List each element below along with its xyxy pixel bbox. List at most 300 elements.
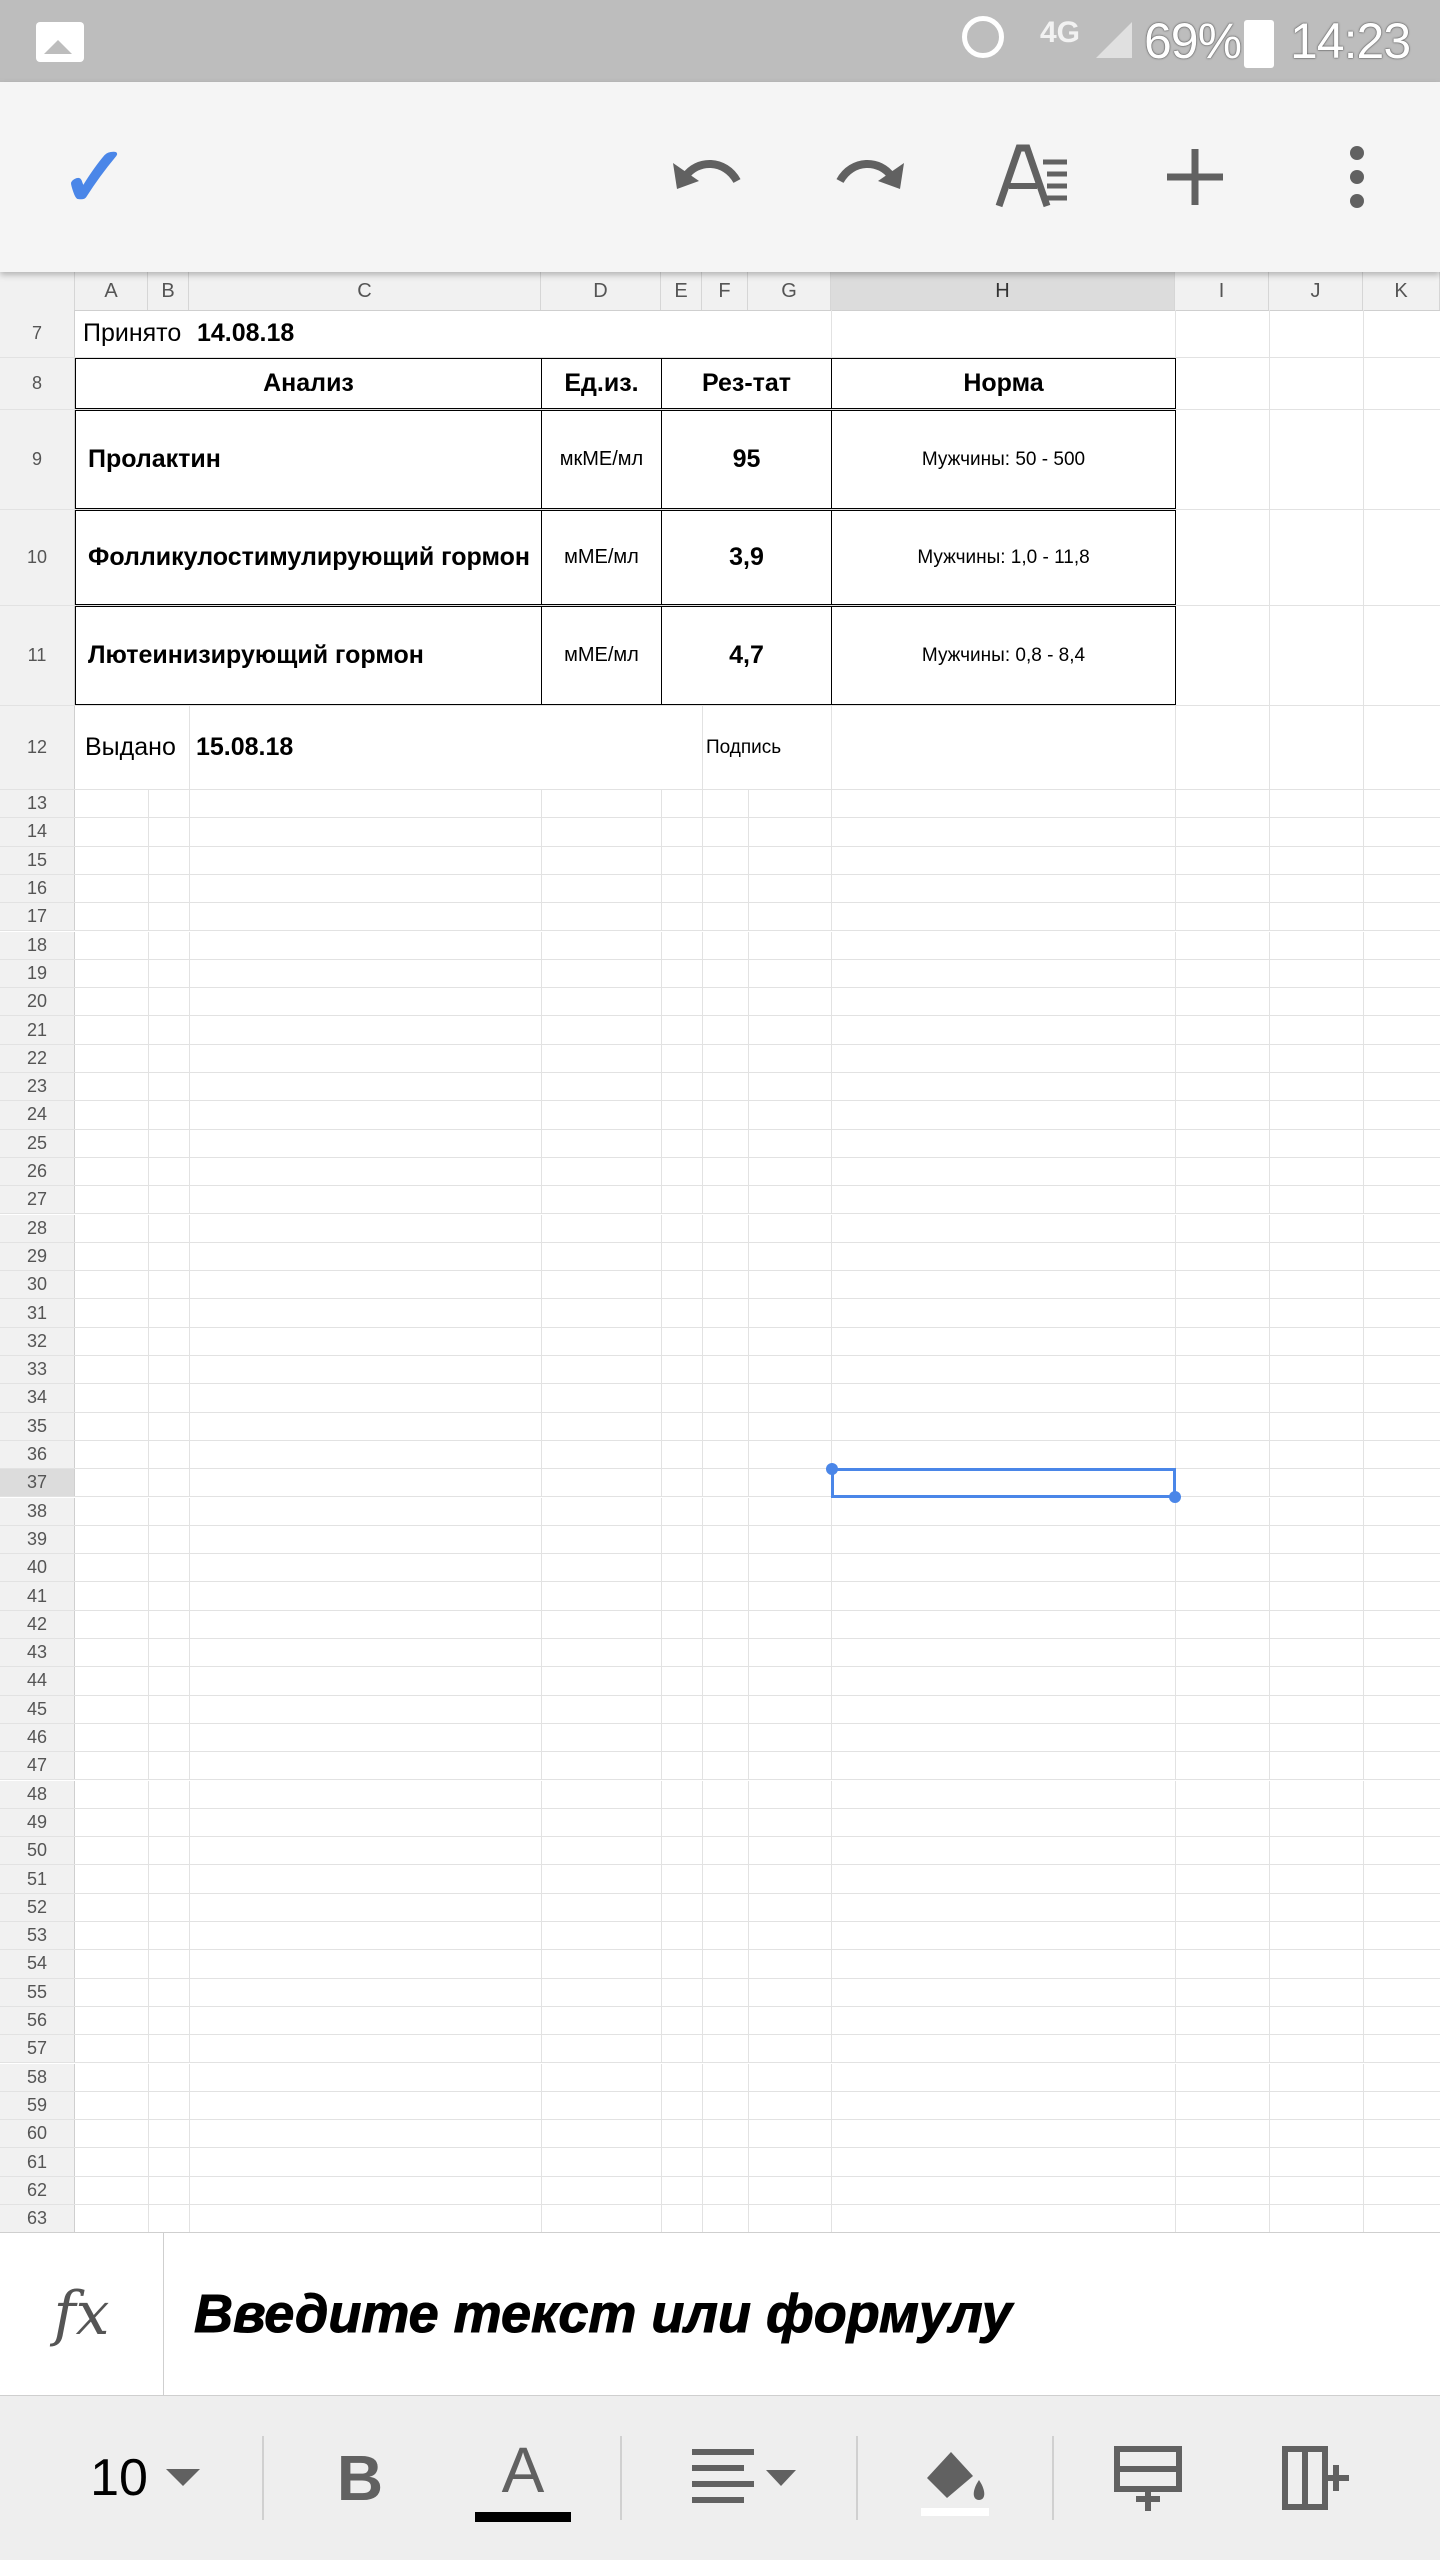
grid-line xyxy=(541,1158,542,1186)
grid-line xyxy=(748,1950,749,1978)
table-row xyxy=(0,1045,1440,1073)
text-format-icon[interactable] xyxy=(978,122,1088,232)
grid-line xyxy=(1363,790,1364,818)
table-row xyxy=(0,1809,1440,1837)
grid-line xyxy=(831,1384,832,1412)
grid-line xyxy=(748,1639,749,1667)
grid-line xyxy=(1269,1922,1270,1950)
table-row xyxy=(0,1469,1440,1497)
row-header[interactable]: 36 xyxy=(0,1441,75,1468)
grid-line xyxy=(541,1554,542,1582)
grid-line xyxy=(1363,1837,1364,1865)
column-header-h[interactable]: H xyxy=(831,272,1175,310)
row-header[interactable]: 45 xyxy=(0,1696,75,1723)
row-header[interactable]: 32 xyxy=(0,1328,75,1355)
test-result[interactable]: 3,9 xyxy=(661,510,832,605)
grid-line xyxy=(831,1724,832,1752)
grid-line xyxy=(661,790,662,818)
row-header[interactable]: 26 xyxy=(0,1158,75,1185)
row-header[interactable]: 28 xyxy=(0,1215,75,1242)
grid-line xyxy=(148,1498,149,1526)
row-header[interactable]: 35 xyxy=(0,1413,75,1440)
signature-label[interactable]: Подпись xyxy=(706,736,782,758)
grid-line xyxy=(1269,1724,1270,1752)
row-header[interactable]: 42 xyxy=(0,1611,75,1638)
text-color-button[interactable] xyxy=(475,2428,571,2528)
grid-line xyxy=(702,1979,703,2007)
grid-line xyxy=(702,1639,703,1667)
test-result[interactable]: 95 xyxy=(661,410,832,509)
grid-line xyxy=(1363,2148,1364,2176)
row-header[interactable]: 43 xyxy=(0,1639,75,1666)
grid-line xyxy=(541,790,542,818)
table-row xyxy=(0,1582,1440,1610)
grid-line xyxy=(661,1271,662,1299)
grid-line xyxy=(1363,1384,1364,1412)
grid-line xyxy=(831,2148,832,2176)
grid-line xyxy=(541,1441,542,1469)
table-row xyxy=(0,1781,1440,1809)
grid-line xyxy=(661,1215,662,1243)
grid-line xyxy=(1269,818,1270,846)
received-date[interactable]: 14.08.18 xyxy=(197,319,295,347)
grid-line xyxy=(1175,1413,1176,1441)
grid-line xyxy=(541,2205,542,2232)
grid-line xyxy=(1363,1130,1364,1158)
grid-line xyxy=(1175,1356,1176,1384)
grid-line xyxy=(189,1582,190,1610)
received-label[interactable]: Принято xyxy=(83,319,182,347)
row-header[interactable]: 51 xyxy=(0,1865,75,1892)
row-header[interactable]: 18 xyxy=(0,932,75,959)
row-header[interactable]: 12 xyxy=(0,706,75,789)
grid-line xyxy=(661,2177,662,2205)
row-header[interactable]: 23 xyxy=(0,1073,75,1100)
grid-line xyxy=(702,1328,703,1356)
grid-line xyxy=(189,2092,190,2120)
grid-line xyxy=(1269,1243,1270,1271)
grid-line xyxy=(148,1271,149,1299)
grid-line xyxy=(1363,1639,1364,1667)
grid-line xyxy=(748,1384,749,1412)
grid-line xyxy=(148,818,149,846)
add-icon[interactable] xyxy=(1140,122,1250,232)
table-row xyxy=(0,1073,1440,1101)
grid-line xyxy=(541,1667,542,1695)
grid-line xyxy=(189,2035,190,2063)
format-bar xyxy=(0,2396,1440,2560)
table-row xyxy=(0,1130,1440,1158)
table-row xyxy=(0,1299,1440,1327)
test-name[interactable]: Пролактин xyxy=(75,410,542,509)
grid-line xyxy=(831,960,832,988)
grid-line xyxy=(1269,1441,1270,1469)
row-header[interactable]: 40 xyxy=(0,1554,75,1581)
undo-icon[interactable] xyxy=(652,122,762,232)
grid-line xyxy=(148,1724,149,1752)
grid-line xyxy=(1363,2092,1364,2120)
table-row xyxy=(0,606,1440,706)
row-header[interactable]: 47 xyxy=(0,1752,75,1779)
grid-line xyxy=(1363,1865,1364,1893)
grid-line xyxy=(702,1271,703,1299)
grid-line xyxy=(702,1667,703,1695)
grid-line xyxy=(702,960,703,988)
row-header[interactable]: 22 xyxy=(0,1045,75,1072)
row-header[interactable]: 50 xyxy=(0,1837,75,1864)
grid-line xyxy=(541,2148,542,2176)
grid-line xyxy=(1363,1979,1364,2007)
grid-line xyxy=(148,1384,149,1412)
grid-line xyxy=(189,1950,190,1978)
header-result[interactable]: Рез-тат xyxy=(661,358,832,409)
grid-line xyxy=(702,903,703,931)
row-header[interactable]: 34 xyxy=(0,1384,75,1411)
grid-line xyxy=(748,2177,749,2205)
insert-column-icon[interactable] xyxy=(1274,2428,1358,2528)
grid-line xyxy=(541,1186,542,1214)
row-header[interactable]: 57 xyxy=(0,2035,75,2062)
grid-line xyxy=(831,1837,832,1865)
row-header[interactable]: 31 xyxy=(0,1299,75,1326)
grid-line xyxy=(661,2064,662,2092)
test-norm[interactable]: Мужчины: 50 - 500 xyxy=(831,410,1176,509)
grid-line xyxy=(148,1922,149,1950)
grid-line xyxy=(831,1016,832,1044)
row-header[interactable]: 55 xyxy=(0,1979,75,2006)
grid-line xyxy=(148,1215,149,1243)
grid-line xyxy=(1363,2035,1364,2063)
grid-line xyxy=(541,1724,542,1752)
row-header[interactable]: 17 xyxy=(0,903,75,930)
grid-line xyxy=(541,2092,542,2120)
grid-line xyxy=(1363,2177,1364,2205)
grid-line xyxy=(661,1469,662,1497)
grid-line xyxy=(148,1894,149,1922)
battery-icon xyxy=(1244,20,1274,68)
grid-line xyxy=(1175,1328,1176,1356)
grid-line xyxy=(541,1894,542,1922)
grid-line xyxy=(831,932,832,960)
row-header[interactable]: 54 xyxy=(0,1950,75,1977)
test-name[interactable]: Лютеинизирующий гормон xyxy=(75,606,542,705)
grid-line xyxy=(748,1554,749,1582)
test-norm[interactable]: Мужчины: 1,0 - 11,8 xyxy=(831,510,1176,605)
grid-line xyxy=(661,1158,662,1186)
row-header[interactable]: 10 xyxy=(0,510,75,605)
grid-line xyxy=(189,1384,190,1412)
row-header[interactable]: 37 xyxy=(0,1469,75,1496)
row-header[interactable]: 49 xyxy=(0,1809,75,1836)
formula-input[interactable]: Введите текст или формулу xyxy=(194,2284,1012,2344)
row-header[interactable]: 27 xyxy=(0,1186,75,1213)
test-name[interactable]: Фолликулостимулирующий гормон xyxy=(75,510,542,605)
grid-line xyxy=(1363,903,1364,931)
grid-line xyxy=(748,847,749,875)
column-header-g[interactable]: G xyxy=(748,272,831,310)
row-header[interactable]: 16 xyxy=(0,875,75,902)
grid-line xyxy=(661,1781,662,1809)
grid-line xyxy=(148,847,149,875)
row-header[interactable]: 44 xyxy=(0,1667,75,1694)
grid-line xyxy=(702,1384,703,1412)
grid-line xyxy=(189,790,190,818)
grid-line xyxy=(831,1498,832,1526)
grid-line xyxy=(1269,706,1270,790)
grid-line xyxy=(541,903,542,931)
grid-line xyxy=(661,2148,662,2176)
grid-line xyxy=(831,1101,832,1129)
grid-line xyxy=(1269,2035,1270,2063)
table-row xyxy=(0,1554,1440,1582)
row-header[interactable]: 52 xyxy=(0,1894,75,1921)
grid-line xyxy=(541,1837,542,1865)
grid-line xyxy=(1175,1016,1176,1044)
grid-line xyxy=(661,1894,662,1922)
grid-line xyxy=(702,1016,703,1044)
grid-line xyxy=(1269,1215,1270,1243)
grid-line xyxy=(1269,1413,1270,1441)
grid-line xyxy=(831,1752,832,1780)
grid-line xyxy=(702,1469,703,1497)
grid-line xyxy=(702,875,703,903)
grid-line xyxy=(541,1922,542,1950)
grid-line xyxy=(189,1781,190,1809)
grid-line xyxy=(748,1611,749,1639)
grid-line xyxy=(1269,988,1270,1016)
grid-line xyxy=(702,2007,703,2035)
grid-line xyxy=(661,1299,662,1327)
grid-line xyxy=(189,903,190,931)
row-header[interactable]: 56 xyxy=(0,2007,75,2034)
grid-line xyxy=(831,2064,832,2092)
grid-line xyxy=(1175,1667,1176,1695)
grid-line xyxy=(661,903,662,931)
grid-line xyxy=(831,1554,832,1582)
grid-line xyxy=(702,2205,703,2232)
grid-line xyxy=(189,818,190,846)
column-header-f[interactable]: F xyxy=(702,272,748,310)
row-header[interactable]: 61 xyxy=(0,2148,75,2175)
row-header[interactable]: 30 xyxy=(0,1271,75,1298)
row-header[interactable]: 20 xyxy=(0,988,75,1015)
row-header[interactable]: 19 xyxy=(0,960,75,987)
row-header[interactable]: 58 xyxy=(0,2064,75,2091)
table-row xyxy=(0,960,1440,988)
grid-line xyxy=(541,1611,542,1639)
column-header-j[interactable]: J xyxy=(1269,272,1363,310)
redo-icon[interactable] xyxy=(815,122,925,232)
grid-line xyxy=(661,1441,662,1469)
grid-line xyxy=(702,1752,703,1780)
row-header[interactable]: 15 xyxy=(0,847,75,874)
test-unit[interactable]: мкМЕ/мл xyxy=(541,410,662,509)
column-header-d[interactable]: D xyxy=(541,272,661,310)
grid-line xyxy=(1363,1469,1364,1497)
grid-line xyxy=(1175,818,1176,846)
grid-line xyxy=(189,1554,190,1582)
grid-line xyxy=(1269,1611,1270,1639)
grid-line xyxy=(661,1865,662,1893)
grid-line xyxy=(148,1554,149,1582)
font-size-dropdown[interactable] xyxy=(70,2428,220,2528)
grid-line xyxy=(702,1809,703,1837)
table-row xyxy=(0,1950,1440,1978)
grid-line xyxy=(1363,1950,1364,1978)
row-header[interactable]: 53 xyxy=(0,1922,75,1949)
grid-line xyxy=(661,2205,662,2232)
row-header[interactable]: 25 xyxy=(0,1130,75,1157)
grid-line xyxy=(702,1498,703,1526)
grid-line xyxy=(748,790,749,818)
grid-line xyxy=(541,1356,542,1384)
column-headers xyxy=(0,272,1440,311)
row-header[interactable]: 33 xyxy=(0,1356,75,1383)
grid-line xyxy=(189,1243,190,1271)
row-header[interactable]: 46 xyxy=(0,1724,75,1751)
grid-line xyxy=(748,2205,749,2232)
issued-label[interactable]: Выдано xyxy=(85,733,176,761)
grid-line xyxy=(831,1158,832,1186)
grid-line xyxy=(1175,2035,1176,2063)
grid-line xyxy=(541,1498,542,1526)
row-header[interactable]: 13 xyxy=(0,790,75,817)
column-header-c[interactable]: C xyxy=(189,272,541,310)
row-header[interactable]: 7 xyxy=(0,310,75,357)
grid-line xyxy=(1175,932,1176,960)
grid-line xyxy=(702,2064,703,2092)
test-unit[interactable]: мМЕ/мл xyxy=(541,510,662,605)
row-header[interactable]: 60 xyxy=(0,2120,75,2147)
column-header-e[interactable]: E xyxy=(661,272,702,310)
column-header-a[interactable]: A xyxy=(75,272,148,310)
grid-line xyxy=(1363,1922,1364,1950)
grid-line xyxy=(1269,875,1270,903)
table-row xyxy=(0,1158,1440,1186)
grid-line xyxy=(748,818,749,846)
table-row xyxy=(0,2205,1440,2232)
grid-line xyxy=(1363,1696,1364,1724)
issued-date[interactable]: 15.08.18 xyxy=(196,733,294,761)
row-header[interactable]: 48 xyxy=(0,1781,75,1808)
grid-line xyxy=(189,1498,190,1526)
grid-line xyxy=(1363,1186,1364,1214)
grid-line xyxy=(661,847,662,875)
grid-line xyxy=(1175,2177,1176,2205)
grid-line xyxy=(189,2007,190,2035)
column-header-k[interactable]: K xyxy=(1363,272,1440,310)
grid-line xyxy=(1269,1045,1270,1073)
grid-line xyxy=(541,1950,542,1978)
grid-line xyxy=(189,960,190,988)
fill-color-icon[interactable] xyxy=(910,2428,1000,2528)
row-header[interactable]: 24 xyxy=(0,1101,75,1128)
grid-line xyxy=(189,2120,190,2148)
grid-line xyxy=(831,1073,832,1101)
grid-line xyxy=(541,2007,542,2035)
grid-line xyxy=(702,1073,703,1101)
grid-line xyxy=(661,2035,662,2063)
grid-line xyxy=(1175,1101,1176,1129)
grid-line xyxy=(702,1894,703,1922)
column-header-b[interactable]: B xyxy=(148,272,189,310)
grid-line xyxy=(702,1611,703,1639)
grid-line xyxy=(661,1950,662,1978)
header-analysis[interactable]: Анализ xyxy=(75,358,542,409)
row-header[interactable]: 8 xyxy=(0,358,75,409)
table-row xyxy=(0,2064,1440,2092)
row-header[interactable]: 39 xyxy=(0,1526,75,1553)
grid-line xyxy=(541,1696,542,1724)
grid-line xyxy=(661,1922,662,1950)
grid-line xyxy=(661,1837,662,1865)
grid-line xyxy=(148,790,149,818)
row-header[interactable]: 59 xyxy=(0,2092,75,2119)
grid-line xyxy=(748,1243,749,1271)
grid-line xyxy=(1269,310,1270,358)
corner-cell[interactable] xyxy=(0,272,75,310)
test-unit[interactable]: мМЕ/мл xyxy=(541,606,662,705)
header-norm[interactable]: Норма xyxy=(831,358,1176,409)
table-row xyxy=(0,1498,1440,1526)
grid-line xyxy=(661,932,662,960)
grid-line xyxy=(1175,1809,1176,1837)
insert-row-icon[interactable] xyxy=(1106,2428,1190,2528)
column-header-i[interactable]: I xyxy=(1175,272,1269,310)
bold-button[interactable] xyxy=(320,2428,400,2528)
grid-line xyxy=(1363,932,1364,960)
row-header[interactable]: 41 xyxy=(0,1582,75,1609)
row-header[interactable]: 21 xyxy=(0,1016,75,1043)
table-row xyxy=(0,1979,1440,2007)
test-result[interactable]: 4,7 xyxy=(661,606,832,705)
grid-line xyxy=(702,2148,703,2176)
grid-line xyxy=(1175,847,1176,875)
grid-line xyxy=(189,1696,190,1724)
grid-line xyxy=(702,847,703,875)
grid-line xyxy=(702,1865,703,1893)
row-header[interactable]: 63 xyxy=(0,2205,75,2232)
selected-cell[interactable] xyxy=(831,1468,1176,1498)
grid-line xyxy=(1175,2148,1176,2176)
row-header[interactable]: 38 xyxy=(0,1498,75,1525)
row-header[interactable]: 11 xyxy=(0,606,75,705)
network-type: 4G xyxy=(1040,16,1081,49)
check-icon[interactable]: ✓ xyxy=(59,130,131,224)
grid-line xyxy=(148,1356,149,1384)
grid-line xyxy=(748,1186,749,1214)
row-header[interactable]: 62 xyxy=(0,2177,75,2204)
divider xyxy=(262,2436,264,2520)
spreadsheet-grid[interactable] xyxy=(0,272,1440,2232)
table-row xyxy=(0,1865,1440,1893)
header-unit[interactable]: Ед.из. xyxy=(541,358,662,409)
row-header[interactable]: 29 xyxy=(0,1243,75,1270)
grid-line xyxy=(541,1101,542,1129)
grid-line xyxy=(748,988,749,1016)
align-icon[interactable] xyxy=(680,2428,810,2528)
row-header[interactable]: 14 xyxy=(0,818,75,845)
grid-line xyxy=(1175,1837,1176,1865)
grid-line xyxy=(541,1752,542,1780)
divider xyxy=(620,2436,622,2520)
more-icon[interactable] xyxy=(1302,122,1412,232)
test-norm[interactable]: Мужчины: 0,8 - 8,4 xyxy=(831,606,1176,705)
grid-line xyxy=(831,1271,832,1299)
row-header[interactable]: 9 xyxy=(0,410,75,509)
grid-line xyxy=(1363,1667,1364,1695)
grid-line xyxy=(831,1526,832,1554)
